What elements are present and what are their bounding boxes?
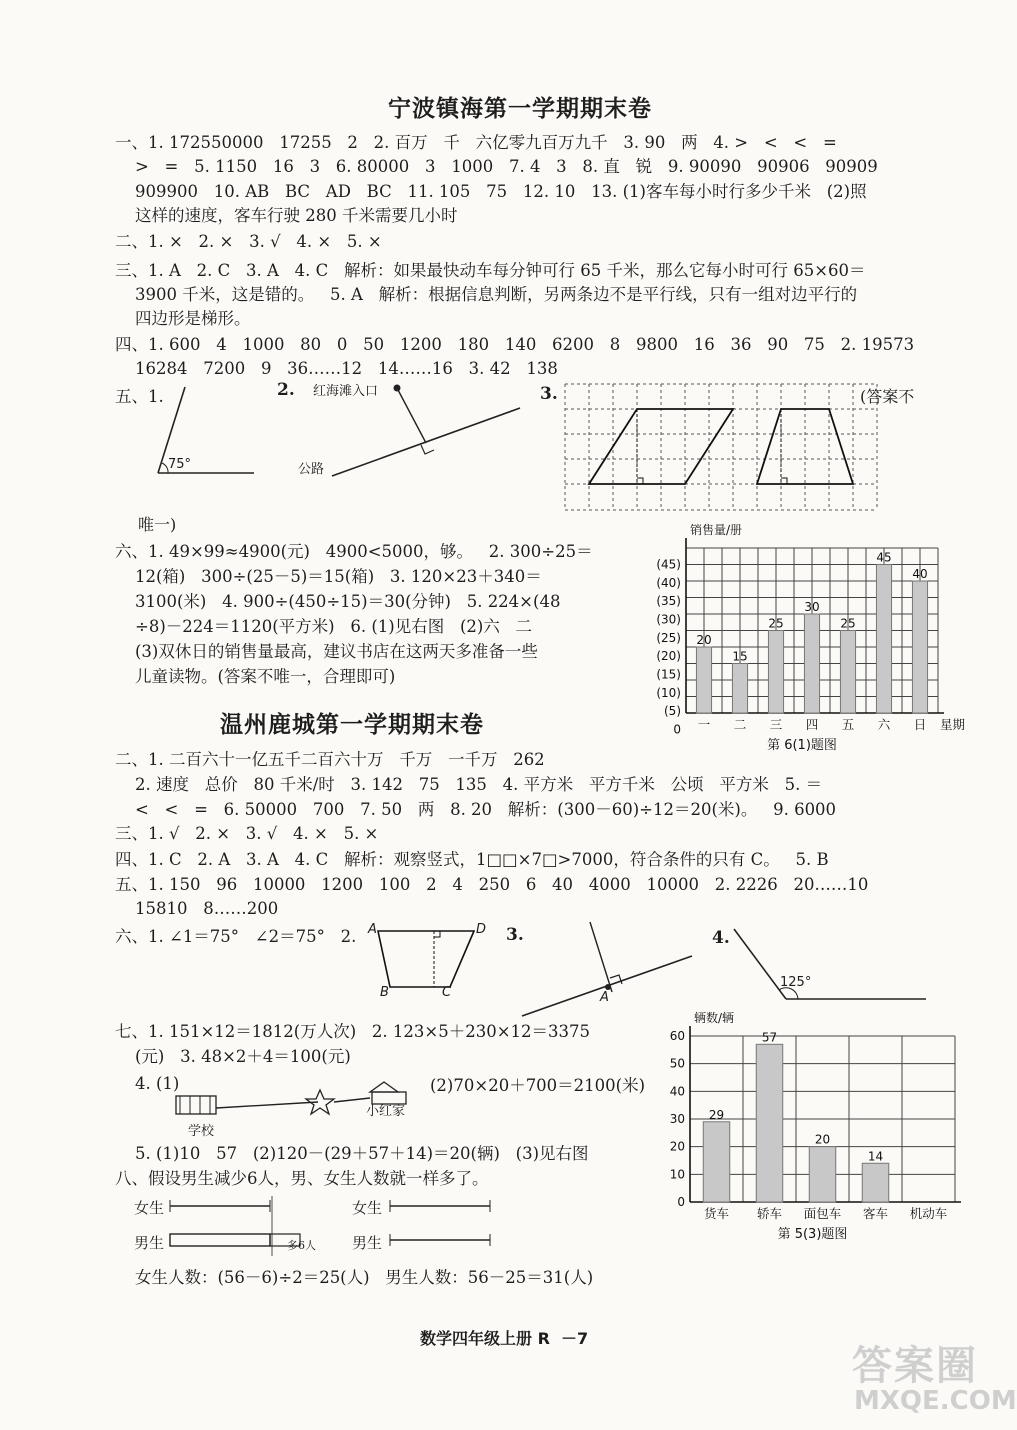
answer-line: 16284 7200 9 36……12 14……16 3. 42 138 (135, 359, 558, 378)
watermark-url: MXQE.COM (854, 1386, 1017, 1416)
chart-caption: 第 5(3)题图 (777, 1227, 848, 1242)
x-tick-label: 四 (805, 717, 819, 732)
section-title-ningbo: 宁波镇海第一学期期末卷 (388, 96, 652, 122)
data-label: 20 (696, 633, 712, 647)
x-tick-label: 客车 (862, 1206, 889, 1221)
data-label: 29 (708, 1107, 725, 1122)
answer-line: 七、1. 151×12＝1812(万人次) 2. 123×5＋230×12＝3375 (115, 1022, 591, 1041)
y-tick-label: 40 (669, 1084, 685, 1099)
point-label: B (380, 985, 389, 1000)
girl-label: 女生 (134, 1199, 165, 1217)
chart-caption: 第 6(1)题图 (767, 738, 837, 753)
bar (768, 631, 783, 714)
bar (912, 581, 927, 713)
y-tick-label: (25) (656, 630, 681, 645)
bar (696, 647, 711, 713)
x-tick-label: 五 (841, 717, 855, 732)
bar (804, 614, 819, 713)
question-number: 2. (277, 380, 295, 400)
y-axis-label: 辆数/辆 (694, 1011, 735, 1025)
answer-line: (元) 3. 48×2＋4＝100(元) (135, 1047, 351, 1066)
road-label: 公路 (298, 462, 325, 477)
question-number: 4. (712, 928, 730, 948)
y-tick-label: (45) (656, 557, 681, 572)
answer-line: 这样的速度，客车行驶 280 千米需要几小时 (135, 206, 458, 225)
y-tick-label: 0 (673, 722, 681, 737)
data-label: 30 (804, 600, 820, 614)
point-label: C (442, 985, 452, 1000)
answer-line: 六、1. 49×99≈4900(元) 4900<5000，够。 2. 300÷25＝ (115, 542, 593, 561)
y-axis-label: 销售量/册 (690, 523, 743, 537)
data-label: 25 (840, 616, 856, 631)
x-tick-label: 机动车 (909, 1206, 948, 1221)
x-tick-label: 二 (733, 717, 747, 732)
section-title-wenzhou: 温州鹿城第一学期期末卷 (220, 712, 484, 738)
note-label: 唯一) (138, 515, 177, 534)
answer-line: 4. (1) (135, 1074, 180, 1093)
y-tick-label: 50 (669, 1056, 685, 1071)
watermark (762, 1334, 1017, 1424)
answer-line: 二、1. 二百六十一亿五千二百六十万 千万 一千万 262 (115, 750, 545, 769)
y-tick-label: 60 (669, 1029, 685, 1043)
angle-label: 125° (780, 975, 812, 990)
data-label: 20 (814, 1132, 831, 1147)
answer-line: 四边形是梯形。 (135, 309, 251, 328)
perpendicular-figure-2 (520, 920, 700, 1020)
angle-label: 75° (168, 457, 192, 472)
answer-line: ÷8)－224＝1120(平方米) 6. (1)见右图 (2)六 二 (135, 617, 533, 636)
vehicle-bar-chart (660, 1011, 960, 1242)
x-tick-label: 日 (913, 717, 927, 732)
answer-line: 三、1. √ 2. × 3. √ 4. × 5. × (115, 824, 379, 843)
bar (703, 1122, 730, 1202)
point-label: D (476, 922, 487, 937)
bar (732, 664, 747, 714)
question-number: 3. (506, 925, 524, 945)
answer-line: < < = 6. 50000 700 7. 50 两 8. 20 解析：(300－60)÷12＝20(米)。 9. 6000 (135, 800, 837, 819)
perpendicular-figure (330, 380, 530, 480)
answer-line: 15810 8……200 (135, 899, 279, 918)
answer-line: 八、假设男生减少6人，男、女生人数就一样多了。 (115, 1169, 489, 1188)
y-tick-label: 10 (669, 1167, 685, 1182)
y-tick-label: 30 (669, 1112, 685, 1126)
x-axis-label: 星期 (940, 717, 966, 732)
answer-line: 四、1. 600 4 1000 80 0 50 1200 180 140 6200 8 9800 16 36 90 75 2. 19573 (115, 335, 915, 354)
answer-line: 2. 速度 总价 80 千米/时 3. 142 75 135 4. 平方米 平方千米 公顷 平方米 5. ＝ (135, 775, 823, 794)
answer-line: 5. (1)10 57 (2)120－(29＋57＋14)＝20(辆) (3)见右图 (135, 1144, 589, 1163)
angle-figure-125 (730, 925, 930, 1005)
bar (862, 1163, 889, 1202)
answer-line: 三、1. A 2. C 3. A 4. C 解析：如果最快动车每分钟可行 65 千米，那么它每小时可行 65×60＝ (115, 261, 866, 280)
sales-bar-chart (640, 523, 975, 761)
answer-line: 儿童读物。(答案不唯一，合理即可) (135, 667, 396, 686)
answer-line: 六、1. ∠1＝75° ∠2＝75° 2. (115, 927, 357, 946)
boy-label: 男生 (352, 1234, 383, 1252)
x-tick-label: 轿车 (756, 1206, 783, 1221)
y-tick-label: 20 (669, 1139, 685, 1154)
data-label: 15 (732, 649, 748, 664)
answer-line: 3900 千米，这是错的。 5. A 解析：根据信息判断，另两条边不是平行线，只有一组对边平行的 (135, 285, 858, 304)
x-tick-label: 面包车 (803, 1206, 842, 1221)
girl-label: 女生 (352, 1199, 383, 1217)
grid-figure (560, 382, 890, 512)
answer-line: 909900 10. AB BC AD BC 11. 105 75 12. 10 13. (1)客车每小时行多少千米 (2)照 (135, 182, 867, 201)
answer-line: 一、1. 172550000 17255 2 2. 百万 千 六亿零九百万九千 3. 90 两 4. > < < = (115, 133, 837, 152)
bar (876, 565, 891, 714)
point-label: A (600, 990, 609, 1005)
answer-line: (2)70×20＋700＝2100(米) (430, 1076, 646, 1095)
data-label: 45 (876, 550, 892, 565)
answer-line: 3100(米) 4. 900÷(450÷15)＝30(分钟) 5. 224×(48 (135, 592, 561, 611)
bar (756, 1044, 783, 1202)
bar (809, 1147, 836, 1202)
y-tick-label: (10) (656, 685, 681, 700)
data-label: 25 (768, 616, 784, 631)
answer-line: 四、1. C 2. A 3. A 4. C 解析：观察竖式，1□□×7□>7000，符合条件的只有 C。 5. B (115, 850, 829, 869)
y-tick-label: (30) (656, 612, 681, 627)
y-tick-label: (20) (656, 649, 681, 664)
y-tick-label: 0 (677, 1195, 685, 1209)
entrance-label: 红海滩入口 (313, 384, 379, 399)
answer-line: 五、1. 150 96 10000 1200 100 2 4 250 6 40 4000 10000 2. 2226 20……10 (115, 875, 869, 894)
x-tick-label: 一 (697, 717, 711, 732)
data-label: 14 (867, 1149, 884, 1164)
angle-figure-75 (150, 385, 260, 480)
school-label: 学校 (188, 1124, 215, 1139)
y-tick-label: (35) (656, 594, 681, 609)
question-number: 3. (540, 384, 558, 404)
bar (840, 631, 855, 714)
answer-line: 女生人数：(56－6)÷2＝25(人) 男生人数：56－25＝31(人) (135, 1268, 594, 1287)
y-tick-label: (5) (664, 704, 681, 719)
data-label: 57 (761, 1030, 778, 1045)
answer-line: 12(箱) 300÷(25－5)＝15(箱) 3. 120×23＋340＝ (135, 567, 542, 586)
boy-label: 男生 (134, 1234, 165, 1252)
x-tick-label: 六 (877, 717, 891, 732)
x-tick-label: 三 (769, 717, 783, 732)
answer-line: > = 5. 1150 16 3 6. 80000 3 1000 7. 4 3 8. 直 锐 9. 90090 90906 90909 (135, 157, 878, 176)
page-footer: 数学四年级上册 R －7 (420, 1329, 589, 1348)
more-six-label: 多6人 (287, 1239, 316, 1252)
point-label: A (368, 922, 377, 937)
watermark-logo: 答案圈 (852, 1343, 978, 1389)
home-label: 小红家 (366, 1104, 406, 1119)
answer-line: (3)双休日的销售量最高，建议书店在这两天多准备一些 (135, 642, 538, 661)
x-tick-label: 货车 (703, 1206, 730, 1221)
data-label: 40 (912, 567, 928, 581)
y-tick-label: (15) (656, 667, 681, 682)
y-tick-label: (40) (656, 575, 681, 590)
answer-line: 五、1. (115, 387, 164, 406)
note-label: (答案不 (860, 387, 915, 406)
line-segment-diagram (170, 1196, 510, 1266)
answer-line: 二、1. × 2. × 3. √ 4. × 5. × (115, 232, 382, 251)
